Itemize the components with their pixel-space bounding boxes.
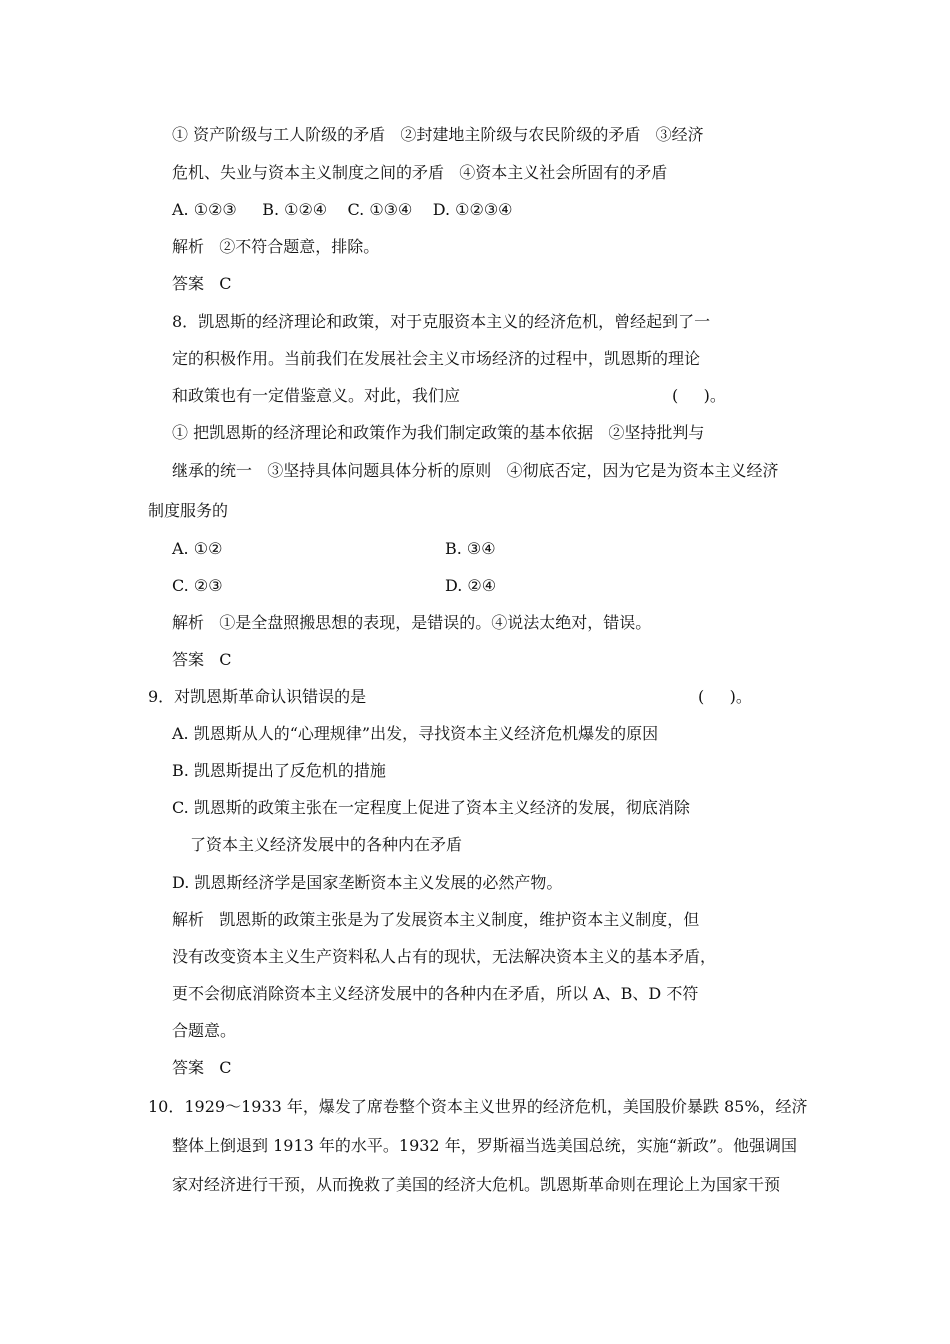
q7-choices: A. ①②③ B. ①②④ C. ①③④ D. ①②③④: [172, 200, 513, 219]
q8-stem-line-1: 8．凯恩斯的经济理论和政策，对于克服资本主义的经济危机，曾经起到了一: [172, 312, 711, 331]
q8-choice-a: A. ①②: [172, 539, 223, 558]
q8-choice-b: B. ③④: [445, 539, 496, 558]
q9-analysis-line-2: 没有改变资本主义生产资料私人占有的现状，无法解决资本主义的基本矛盾，: [172, 947, 717, 966]
q8-items-line-3: 制度服务的: [148, 501, 229, 520]
q10-stem-line-2: 整体上倒退到 1913 年的水平。1932 年，罗斯福当选美国总统，实施“新政”。他强调国: [172, 1136, 798, 1155]
q9-option-d: D. 凯恩斯经济学是国家垄断资本主义发展的必然产物。: [172, 873, 563, 892]
q9-option-c-line-1: C. 凯恩斯的政策主张在一定程度上促进了资本主义经济的发展，彻底消除: [172, 798, 690, 817]
q8-choice-c: C. ②③: [172, 576, 223, 595]
q10-stem-line-1: 10．1929～1933 年，爆发了席卷整个资本主义世界的经济危机，美国股价暴跌 85%，经济: [148, 1097, 808, 1116]
q9-analysis-line-1: 解析 凯恩斯的政策主张是为了发展资本主义制度，维护资本主义制度，但: [172, 910, 700, 929]
q8-choice-d: D. ②④: [445, 576, 497, 595]
q8-stem-line-3: 和政策也有一定借鉴意义。对此，我们应: [172, 386, 461, 405]
q9-answer-bracket: ( )。: [698, 687, 752, 706]
q7-options-line-1: ① 资产阶级与工人阶级的矛盾 ②封建地主阶级与农民阶级的矛盾 ③经济: [172, 125, 704, 144]
q9-option-c-line-2: 了资本主义经济发展中的各种内在矛盾: [190, 835, 463, 854]
q9-stem: 9．对凯恩斯革命认识错误的是: [148, 687, 367, 706]
q7-options-line-2: 危机、失业与资本主义制度之间的矛盾 ④资本主义社会所固有的矛盾: [172, 163, 668, 182]
q8-items-line-2: 继承的统一 ③坚持具体问题具体分析的原则 ④彻底否定，因为它是为资本主义经济: [172, 461, 779, 480]
q9-analysis-line-3: 更不会彻底消除资本主义经济发展中的各种内在矛盾，所以 A、B、D 不符: [172, 984, 699, 1003]
q7-analysis: 解析 ②不符合题意，排除。: [172, 237, 380, 256]
q8-stem-line-2: 定的积极作用。当前我们在发展社会主义市场经济的过程中，凯恩斯的理论: [172, 349, 701, 368]
q8-analysis: 解析 ①是全盘照搬思想的表现，是错误的。④说法太绝对，错误。: [172, 613, 652, 632]
q9-analysis-line-4: 合题意。: [172, 1021, 237, 1040]
q9-option-b: B. 凯恩斯提出了反危机的措施: [172, 761, 386, 780]
q8-answer-bracket: ( )。: [672, 386, 726, 405]
q9-option-a: A. 凯恩斯从人的“心理规律”出发，寻找资本主义经济危机爆发的原因: [172, 724, 659, 743]
q9-answer: 答案 C: [172, 1058, 232, 1077]
q8-answer: 答案 C: [172, 650, 232, 669]
q8-items-line-1: ① 把凯恩斯的经济理论和政策作为我们制定政策的基本依据 ②坚持批判与: [172, 423, 705, 442]
q7-answer: 答案 C: [172, 274, 232, 293]
q10-stem-line-3: 家对经济进行干预，从而挽救了美国的经济大危机。凯恩斯革命则在理论上为国家干预: [172, 1175, 781, 1194]
